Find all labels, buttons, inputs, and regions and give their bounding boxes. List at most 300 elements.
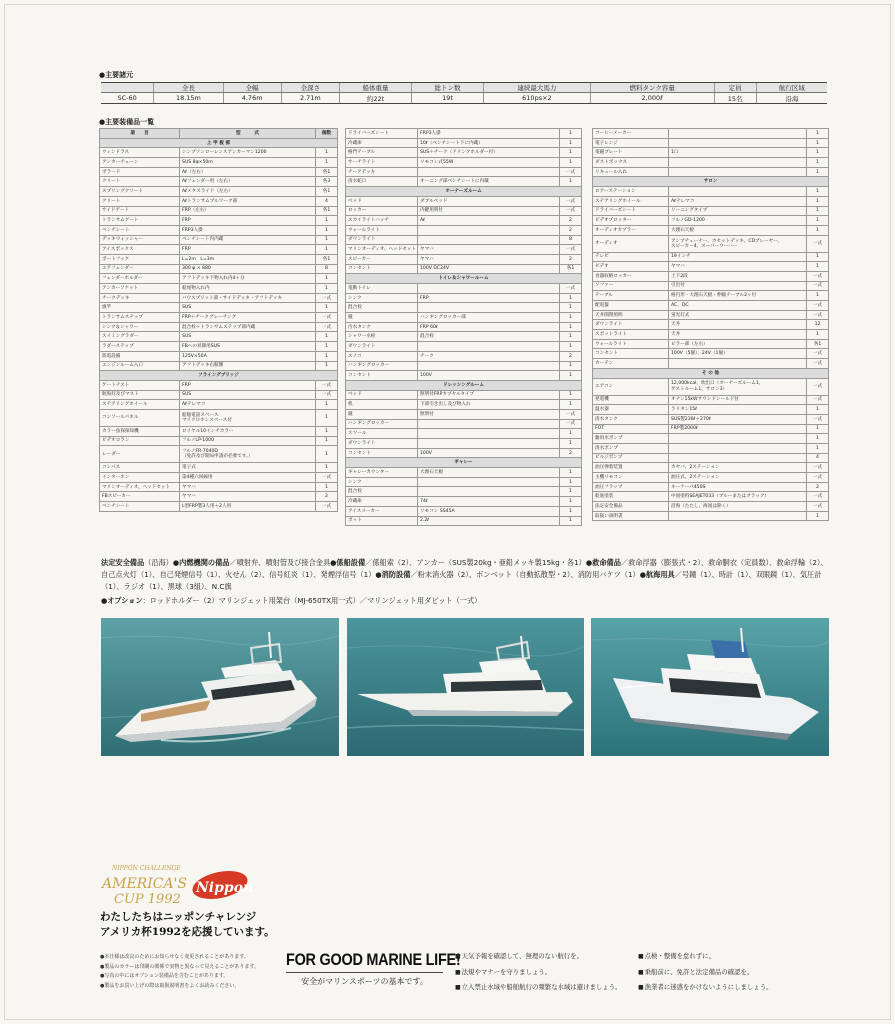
item-model: キーケーパ450S	[669, 482, 807, 492]
item-name: 冷蔵庫	[346, 497, 418, 507]
table-header-row	[100, 129, 338, 139]
item-qty: 1	[316, 225, 338, 235]
item-model	[669, 138, 807, 148]
item-name: 混合栓	[346, 487, 418, 497]
table-row	[346, 129, 582, 139]
item-model: チーク	[418, 351, 560, 361]
item-qty: 1	[560, 516, 582, 526]
item-model: Aℓフェンダー用（左右）	[180, 177, 316, 187]
item-model: 300 φ × 880	[180, 264, 316, 274]
logo-script: Nippon	[196, 880, 254, 896]
item-name: 取扱い説明書	[593, 511, 669, 521]
table-row	[346, 487, 582, 497]
table-row	[593, 414, 829, 424]
item-name: 法定安全備品	[593, 502, 669, 512]
item-model: FRP製2000ℓ	[669, 424, 807, 434]
item-qty: 各1	[316, 167, 338, 177]
item-name: コーヒーメーカー	[593, 129, 669, 139]
item-name: テーブル	[593, 291, 669, 301]
item-name: アンカーソケット	[100, 284, 180, 294]
item-model: 100V（5個）、24V（1個）	[669, 349, 807, 359]
safety-tip: ■ 点検・整備を怠れずに。	[638, 949, 772, 965]
item-model	[418, 439, 560, 449]
section-header-row	[346, 274, 582, 284]
item-name: トランサムステップ	[100, 313, 180, 323]
item-qty: 2	[807, 482, 829, 492]
item-qty: 1	[560, 390, 582, 400]
spec-header-cell: 全長	[154, 83, 223, 93]
item-model: 照明付FRPカプセルタイプ	[418, 390, 560, 400]
item-qty: 1	[807, 252, 829, 262]
item-name: スポットライト	[593, 330, 669, 340]
equipment-table-deck	[99, 128, 338, 512]
spec-header-cell	[101, 83, 154, 93]
table-row	[346, 332, 582, 342]
table-row	[346, 419, 582, 429]
item-name: ウォールライト	[346, 225, 418, 235]
item-qty: 一式	[807, 310, 829, 320]
item-model: SUS	[180, 390, 316, 400]
item-name: ビデオロラン	[100, 436, 180, 446]
table-row	[346, 322, 582, 332]
item-qty: 一式	[807, 378, 829, 395]
item-model: 中国塗料SEAJET033（ブルーまたはブラック）	[669, 492, 807, 502]
item-qty: 1	[807, 424, 829, 434]
table-row	[346, 448, 582, 458]
item-model: 第4種六回線用	[180, 473, 316, 483]
item-model: 大理石天板	[418, 468, 560, 478]
item-qty: 8	[560, 235, 582, 245]
item-model	[669, 167, 807, 177]
table-row	[100, 446, 338, 463]
item-name: ドライバーズシート	[346, 129, 418, 139]
section-title: オーナーズルーム	[346, 187, 582, 197]
item-name: ポット	[346, 516, 418, 526]
table-row	[593, 129, 829, 139]
item-name: スプリングクリート	[100, 187, 180, 197]
item-model: 蛍光灯式	[669, 310, 807, 320]
item-name: 机	[346, 400, 418, 410]
table-row	[593, 511, 829, 521]
item-name: 発電機	[593, 395, 669, 405]
item-qty: 1	[316, 235, 338, 245]
item-name: ウィンドラス	[100, 148, 180, 158]
item-name: サイドゲート	[100, 206, 180, 216]
item-name: ビデオ	[593, 262, 669, 272]
item-name: 天井開閉照明	[593, 310, 669, 320]
table-row	[346, 225, 582, 235]
item-model: 沿海（たたし、海図は除く）	[669, 502, 807, 512]
item-name: 航海灯及びマスト	[100, 390, 180, 400]
item-name: カーテン	[593, 359, 669, 369]
table-row	[100, 284, 338, 294]
item-qty: 1	[560, 506, 582, 516]
item-model: ヤマハ	[180, 482, 316, 492]
table-row	[346, 167, 582, 177]
item-qty: 一式	[316, 390, 338, 400]
spec-value-cell: 2.71m	[281, 93, 339, 104]
item-qty: 一式	[560, 245, 582, 255]
table-row	[593, 252, 829, 262]
section-header-row	[593, 177, 829, 187]
table-row	[346, 235, 582, 245]
item-name: ロッカー	[346, 206, 418, 216]
spec-header-cell: 総トン数	[412, 83, 484, 93]
item-model: FRP	[180, 380, 316, 390]
table-row	[346, 293, 582, 303]
table-row	[593, 310, 829, 320]
item-qty: 1	[807, 196, 829, 206]
table-row	[593, 492, 829, 502]
item-model: 船尾物入れ内	[180, 284, 316, 294]
item-qty: 2	[560, 351, 582, 361]
table-row	[593, 349, 829, 359]
table-row	[593, 235, 829, 252]
footnote: ●写真の中にはオプション装備品を含むことがあります。	[100, 973, 229, 980]
table-row	[593, 271, 829, 281]
spec-header-cell: 船体重量	[339, 83, 411, 93]
table-row	[100, 158, 338, 168]
item-qty: 2	[316, 492, 338, 502]
item-name: マリンオーディオ、ヘッドセット	[346, 245, 418, 255]
item-name: ハンギングロッカー	[346, 361, 418, 371]
item-model: 125V×50A	[180, 351, 316, 361]
item-qty: 4	[807, 453, 829, 463]
table-row	[593, 167, 829, 177]
item-model: 天井	[669, 320, 807, 330]
item-model	[418, 361, 560, 371]
item-qty: 1	[560, 487, 582, 497]
legal-category: ●消防設備	[375, 570, 411, 579]
item-name: 陸電設備	[100, 351, 180, 361]
item-qty: 1	[560, 371, 582, 381]
item-model: オナン15kWサウンドシールド付	[669, 395, 807, 405]
item-model: 天井	[669, 330, 807, 340]
item-name: スピーカー	[346, 254, 418, 264]
item-model	[418, 419, 560, 429]
item-model: カヤバ、2ステーション	[669, 463, 807, 473]
table-row	[593, 330, 829, 340]
item-model: 内鍵用明付	[418, 206, 560, 216]
item-name: コンセント	[346, 264, 418, 274]
safety-tip: ■ 天気予報を確認して、無理のない航行を。	[455, 949, 621, 965]
item-model: 10ℓ（ベンチシート下に内蔵）	[418, 138, 560, 148]
section-header-row	[346, 458, 582, 468]
item-qty: 一式	[316, 502, 338, 512]
item-qty: 1	[316, 436, 338, 446]
item-qty: 一式	[316, 313, 338, 323]
item-name: 汚水タンク	[346, 322, 418, 332]
table-row	[593, 405, 829, 415]
item-qty: 一式	[807, 414, 829, 424]
item-model: アンプチューナー、カセットデッキ、CDプレーヤー、 スピーカー4、スーパーウーハー	[669, 235, 807, 252]
spec-value-cell: 19t	[412, 93, 484, 104]
item-model: 大理石天板	[669, 225, 807, 235]
item-model: リモコン SS45A	[418, 506, 560, 516]
legal-items: ／粉末消火器（2）、ボンベット（自動拡散型・2）、消防用バケツ（1）	[410, 570, 640, 579]
item-model: ダブルベッド	[418, 196, 560, 206]
item-model: 混合栓	[418, 332, 560, 342]
item-qty: 一式	[807, 281, 829, 291]
table-row	[593, 473, 829, 483]
item-name: エアコン	[593, 378, 669, 395]
item-model	[669, 129, 807, 139]
spec-header-cell: 全深さ	[281, 83, 339, 93]
item-qty: 1	[807, 443, 829, 453]
item-model: Aℓメタスライド（左右）	[180, 187, 316, 197]
item-qty: 1	[807, 167, 829, 177]
item-model: リモコン式55W	[418, 158, 560, 168]
table-row	[100, 473, 338, 483]
section-header-row	[100, 138, 338, 148]
item-name: コンパス	[100, 463, 180, 473]
table-row	[346, 409, 582, 419]
item-qty: 一式	[807, 395, 829, 405]
item-model: ロイヤル10インチカラー	[180, 426, 316, 436]
item-qty: 1	[807, 158, 829, 168]
table-row	[100, 322, 338, 332]
item-name: 混合栓	[346, 303, 418, 313]
item-qty: 一式	[560, 206, 582, 216]
table-row	[593, 378, 829, 395]
table-row	[100, 426, 338, 436]
item-model: 2.2ℓ	[418, 516, 560, 526]
section-header-row	[346, 380, 582, 390]
item-name: ビルジポンプ	[593, 453, 669, 463]
item-qty: 一式	[807, 502, 829, 512]
item-name: ダストボックス	[593, 158, 669, 168]
item-qty: 4	[316, 196, 338, 206]
table-row	[346, 400, 582, 410]
item-name: エンジンルーム入口	[100, 361, 180, 371]
table-row	[593, 138, 829, 148]
table-row	[100, 400, 338, 410]
item-model: Aℓテレマコ	[669, 196, 807, 206]
item-name: ダウンライト	[593, 320, 669, 330]
item-name: ベッド	[346, 390, 418, 400]
item-qty: 1	[560, 148, 582, 158]
item-name: 鏡	[346, 409, 418, 419]
table-row	[100, 216, 338, 226]
item-qty: 1	[807, 434, 829, 444]
item-qty: 一式	[807, 301, 829, 311]
safety-tip: ■ 漁業者に迷惑をかけないようにしましょう。	[638, 980, 772, 996]
item-name: オーディオカプラー	[593, 225, 669, 235]
item-model: ベンチシート内内蔵	[180, 235, 316, 245]
item-model: 混合栓＋トランサムステップ部内蔵	[180, 322, 316, 332]
item-model	[669, 511, 807, 521]
item-qty: 1	[560, 158, 582, 168]
table-row	[346, 254, 582, 264]
item-name: レーダー	[100, 446, 180, 463]
spec-value-cell: 2,000ℓ	[590, 93, 714, 104]
item-model: 照明付	[418, 409, 560, 419]
table-row	[593, 301, 829, 311]
item-model: Aℓ	[418, 216, 560, 226]
table-row	[100, 167, 338, 177]
legal-category: ●内燃機関の備品	[172, 558, 230, 567]
table-row	[593, 320, 829, 330]
item-qty: 1	[560, 293, 582, 303]
item-name: リキュール入れ	[593, 167, 669, 177]
item-model: FRP	[418, 293, 560, 303]
item-name: 清水蛇口	[346, 177, 418, 187]
item-name: 雑用水ポンプ	[593, 434, 669, 444]
footnote: ●製品のカラーは印刷の関係で実物と異なって見えることがあります。	[100, 963, 259, 970]
item-qty: 各1	[316, 206, 338, 216]
item-name: サーチライト	[346, 158, 418, 168]
table-row	[100, 313, 338, 323]
item-name: シンク	[346, 477, 418, 487]
specs-heading: ●主要諸元	[99, 71, 134, 79]
spec-value-cell: 4.76m	[223, 93, 281, 104]
table-row	[593, 424, 829, 434]
table-row	[100, 264, 338, 274]
item-qty: 1	[560, 129, 582, 139]
main-specs-table	[101, 82, 827, 104]
table-row	[593, 463, 829, 473]
section-title: そ の 他	[593, 368, 829, 378]
item-qty: 1	[807, 291, 829, 301]
section-title: トイレ＆シャワールーム	[346, 274, 582, 284]
item-qty: 一式	[807, 492, 829, 502]
item-qty: 1	[316, 409, 338, 426]
item-name: コンセント	[593, 349, 669, 359]
table-row	[346, 371, 582, 381]
item-model: FRP3人掛	[180, 225, 316, 235]
footnote: ●製品をお買い上げの際は取扱説明書をよくお読みください。	[100, 982, 240, 989]
table-row	[346, 148, 582, 158]
table-row	[100, 177, 338, 187]
table-row	[593, 196, 829, 206]
table-row	[346, 177, 582, 187]
item-name: インターホン	[100, 473, 180, 483]
item-model: 船舶電話スペース マイクロホンスペース付	[180, 409, 316, 426]
table-row	[593, 262, 829, 272]
item-name: フェンダーホルダー	[100, 274, 180, 284]
item-model: L=2m L=3m	[180, 254, 316, 264]
table-row	[100, 148, 338, 158]
slogan-sub: 安全がマリンスポーツの基本です。	[286, 972, 443, 987]
item-model: FRP（左右）	[180, 206, 316, 216]
table-row	[346, 516, 582, 526]
table-row	[100, 274, 338, 284]
item-qty: 一式	[807, 349, 829, 359]
item-model: ヤマハ	[418, 254, 560, 264]
table-row	[100, 187, 338, 197]
section-title: ドレッシングルーム	[346, 380, 582, 390]
item-qty: 1	[807, 262, 829, 272]
item-qty: 一式	[316, 380, 338, 390]
item-qty: 1	[316, 245, 338, 255]
item-model: SUS	[180, 303, 316, 313]
item-qty: 一式	[807, 463, 829, 473]
table-row	[346, 342, 582, 352]
column-header: 型 式	[180, 129, 316, 139]
legal-category: 法定安全備品	[101, 558, 145, 567]
item-model: FRP 60ℓ	[418, 322, 560, 332]
item-qty: 1	[316, 342, 338, 352]
boat-photo-2	[347, 618, 584, 756]
item-qty: 1	[560, 429, 582, 439]
item-qty: 1	[316, 332, 338, 342]
section-title: フライングブリッジ	[100, 371, 338, 381]
column-header: 個数	[316, 129, 338, 139]
item-model: FBへの昇降用SUS	[180, 342, 316, 352]
item-qty: 2	[560, 254, 582, 264]
spec-header-cell: 航行区域	[756, 83, 827, 93]
item-name: スカイライトハッチ	[346, 216, 418, 226]
item-name: テレビ	[593, 252, 669, 262]
item-model: フルノGD-1200	[669, 216, 807, 226]
option-label: ●オプション	[101, 596, 143, 605]
item-model: SUS	[180, 332, 316, 342]
spec-value-cell: 18.15m	[154, 93, 223, 104]
item-name: シンク	[346, 293, 418, 303]
table-row	[593, 216, 829, 226]
footnote: ●本仕様は改良のためにお知らせなく変更されることがあります。	[100, 954, 249, 960]
item-name: 清水タンク	[593, 414, 669, 424]
table-row	[100, 293, 338, 303]
section-header-row	[100, 371, 338, 381]
item-name: 温水器	[593, 405, 669, 415]
table-row	[346, 158, 582, 168]
item-name: チーアデッキ	[346, 167, 418, 177]
table-row	[593, 206, 829, 216]
item-name: コンセント	[346, 371, 418, 381]
table-row	[593, 443, 829, 453]
item-qty: 1	[560, 313, 582, 323]
item-name: ダウンライト	[346, 342, 418, 352]
item-qty: 1	[316, 303, 338, 313]
item-model: ピラー部（左右）	[669, 339, 807, 349]
table-row	[100, 351, 338, 361]
safety-tips-right	[638, 949, 772, 996]
item-qty: 1	[560, 322, 582, 332]
table-row	[593, 359, 829, 369]
item-name: ダウンライト	[346, 439, 418, 449]
table-row	[593, 187, 829, 197]
item-model: フルノLP-1000	[180, 436, 316, 446]
item-qty: 各1	[316, 187, 338, 197]
table-row	[346, 138, 582, 148]
item-name: ベンチシート	[100, 502, 180, 512]
item-qty: 1	[316, 274, 338, 284]
item-qty: 1	[316, 351, 338, 361]
table-row	[593, 395, 829, 405]
footnotes	[100, 953, 259, 991]
table-row	[100, 196, 338, 206]
table-row	[100, 254, 338, 264]
safety-tip: ■ 立入禁止水域や船舶航行の頻繁な水域は避けましょう。	[455, 980, 621, 996]
item-qty: 1	[807, 511, 829, 521]
item-model: 1口	[669, 148, 807, 158]
item-name: ステアリングホイール	[100, 400, 180, 410]
item-qty: 1	[807, 129, 829, 139]
table-row	[593, 281, 829, 291]
legal-category: ●航海用具	[639, 570, 675, 579]
table-row	[593, 502, 829, 512]
item-model: 電子式	[180, 463, 316, 473]
item-qty: 2	[560, 225, 582, 235]
item-qty: 一式	[560, 196, 582, 206]
item-model: SUS 8φ×50m	[180, 158, 316, 168]
item-name: ウォールライト	[593, 339, 669, 349]
table-row	[346, 196, 582, 206]
table-row	[100, 502, 338, 512]
column-header: 項 目	[100, 129, 180, 139]
item-model	[669, 443, 807, 453]
